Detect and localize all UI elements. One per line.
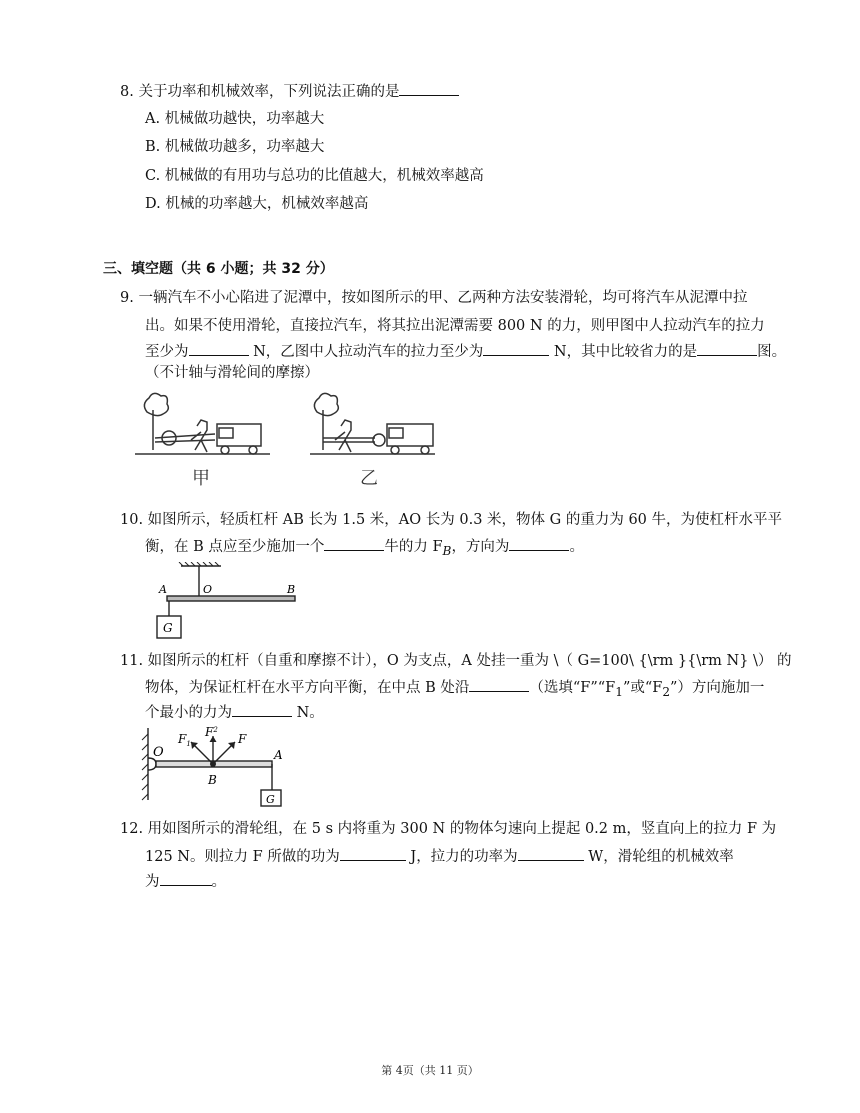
q12-blank-2[interactable] xyxy=(518,846,584,861)
q10-lever-figure xyxy=(145,562,305,644)
q10-line-2: 衡，在 B 点应至少施加一个 牛的力 $F_B$，方向为 。 xyxy=(145,536,584,561)
q11-label-f1: $F_1$ xyxy=(178,732,191,748)
figure-yi xyxy=(310,393,435,454)
q8-answer-blank[interactable] xyxy=(399,81,459,96)
q8-option-b: B. 机械做功越多，功率越大 xyxy=(145,139,325,155)
q8-option-d: D. 机械的功率越大，机械效率越高 xyxy=(145,196,369,212)
q8-option-c: C. 机械做的有用功与总功的比值越大，机械效率越高 xyxy=(145,168,484,184)
q11-label-f2: $F^2$ xyxy=(205,726,218,739)
q9-line-3: 至少为 N，乙图中人拉动汽车的拉力至少为 N，其中比较省力的是 图。 xyxy=(145,341,786,362)
q11-label-o: O xyxy=(153,745,164,760)
q10-blank-1[interactable] xyxy=(324,536,384,551)
q10-label-g: G xyxy=(163,621,173,635)
q9-line-4: （不计轴与滑轮间的摩擦） xyxy=(145,365,319,381)
q9-line-1: 9. 一辆汽车不小心陷进了泥潭中，按如图所示的甲、乙两种方法安装滑轮，均可将汽车从泥潭中拉 xyxy=(120,290,748,306)
section-title: 三、填空题（共 6 小题；共 32 分） xyxy=(103,261,334,277)
q9-blank-1[interactable] xyxy=(189,341,249,356)
q12-blank-1[interactable] xyxy=(340,846,406,861)
q8-stem: 8. 关于功率和机械效率，下列说法正确的是 xyxy=(120,81,459,102)
q12-line-1: 12. 用如图所示的滑轮组，在 5 s 内将重为 300 N 的物体匀速向上提起 0.2 m，竖直向上的拉力 F 为 xyxy=(120,821,777,837)
q11-blank-1[interactable] xyxy=(469,677,529,692)
figure-label-jia: 甲 xyxy=(192,468,210,489)
q11-label-f: F xyxy=(238,732,247,746)
q11-line-1: 11. 如图所示的杠杆（自重和摩擦不计），O 为支点，A 处挂一重为 \（ G=100\ {\rm }{\rm N} \） 的 xyxy=(120,653,792,669)
q9-line-2: 出。如果不使用滑轮，直接拉汽车，将其拉出泥潭需要 800 N 的力，则甲图中人拉动汽车的拉力 xyxy=(145,318,765,334)
q12-line-3: 为 。 xyxy=(145,871,226,892)
q10-label-b: B xyxy=(287,583,296,596)
q11-label-g: G xyxy=(266,793,275,806)
q9-figure xyxy=(135,388,435,498)
q10-blank-2[interactable] xyxy=(509,536,569,551)
q11-line-2: 物体，为保证杠杆在水平方向平衡，在中点 B 处沿 （选填“$F”“F_1$”或“$F_2$”）方向施加一 xyxy=(145,677,764,702)
figure-label-yi: 乙 xyxy=(360,468,378,489)
q10-label-a: A xyxy=(159,583,167,596)
q11-lever-figure xyxy=(140,726,290,810)
q10-line-1: 10. 如图所示，轻质杠杆 AB 长为 1.5 米，AO 长为 0.3 米，物体 G 的重力为 60 牛，为使杠杆水平平 xyxy=(120,512,783,528)
q8-option-a: A. 机械做功越快，功率越大 xyxy=(145,111,325,127)
q9-blank-2[interactable] xyxy=(483,341,549,356)
page-footer: 第 4页（共 11 页） xyxy=(381,1064,479,1077)
q11-label-a: A xyxy=(274,748,283,762)
figure-jia xyxy=(135,393,270,454)
q11-line-3: 个最小的力为 N。 xyxy=(145,702,324,723)
q11-blank-2[interactable] xyxy=(232,702,292,717)
q11-label-b: B xyxy=(208,773,217,787)
q10-label-o: O xyxy=(203,583,213,596)
q12-line-2: 125 N。则拉力 F 所做的功为 J，拉力的功率为 W，滑轮组的机械效率 xyxy=(145,846,734,867)
q9-blank-3[interactable] xyxy=(697,341,757,356)
q12-blank-3[interactable] xyxy=(160,871,212,886)
